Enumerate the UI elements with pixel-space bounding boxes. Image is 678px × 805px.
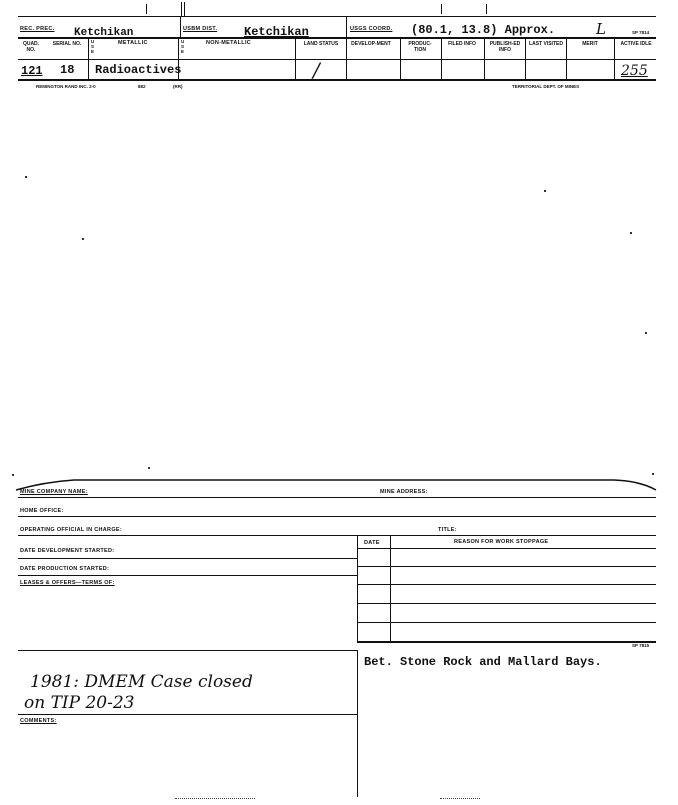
date-production-started-label: DATE PRODUCTION STARTED: [20,566,110,572]
rule [390,535,391,642]
metallic-heading: METALLIC [118,40,148,46]
card-top-border [14,474,658,494]
rule [18,516,656,517]
mine-address-label: MINE ADDRESS: [380,489,428,495]
active-idle-heading: ACTIVE IDLE [620,41,652,47]
production-heading: PRODUC-TION [408,41,432,53]
speck [25,176,27,178]
speck [82,238,84,240]
printer-code-2: (RR) [173,84,183,89]
rule [357,566,656,567]
rule [357,535,358,642]
handwritten-note-line1: 1981: DMEM Case closed [30,672,253,692]
speck [630,232,632,234]
rule [18,650,357,651]
land-status-value: / [313,58,320,82]
scan-mark [486,4,487,14]
scan-mark [181,2,182,16]
rule [18,714,357,715]
coord-check-mark: L [596,20,606,38]
rec-prec-label: REC. PREC. [20,26,55,32]
reason-column-heading: REASON FOR WORK STOPPAGE [454,539,549,545]
use-letters: U S E [91,39,95,54]
usbm-dist-value: Ketchikan [244,25,309,39]
scan-mark [441,4,442,14]
printer-code: 882 [138,84,146,89]
handwritten-note-line2: on TIP 20-23 [24,693,135,713]
speck [645,332,647,334]
usgs-coord-value: (80.1, 13.8) Approx. [411,23,556,37]
merit-heading: MERIT [582,41,598,47]
filed-info-heading: FILED INFO [448,41,476,47]
rule [346,17,347,37]
rule [357,603,656,604]
typed-location-note: Bet. Stone Rock and Mallard Bays. [364,655,602,669]
non-metallic-heading: NON-METALLIC [206,40,252,46]
rec-prec-value: Ketchikan [74,27,134,39]
date-column-heading: DATE [364,540,380,546]
rule [180,17,181,37]
form-number: SP 7814 [632,30,650,35]
comments-label: COMMENTS: [20,718,57,724]
serial-no-value: 18 [60,63,75,77]
usbm-dist-label: USBM DIST. [183,26,218,32]
quad-no-value: 121 [21,64,43,78]
home-office-label: HOME OFFICE: [20,508,64,514]
development-heading: DEVELOP-MENT [351,41,391,47]
form-number-2: SP 7815 [632,643,650,648]
rule [18,59,656,60]
title-label: TITLE: [438,527,457,533]
rule [18,558,357,559]
published-info-heading: PUBLISH-ED INFO [489,41,521,53]
rule [18,535,656,536]
scan-mark [440,798,480,801]
last-visited-heading: LAST VISITED [529,41,563,47]
rule [18,79,656,81]
rule [357,641,656,643]
mine-company-name-label: MINE COMPANY NAME: [20,489,88,495]
scan-mark [184,2,185,16]
rule [357,548,656,549]
date-development-started-label: DATE DEVELOPMENT STARTED: [20,548,115,554]
printer-imprint: REMINGTON RAND INC. 2-0 [36,84,96,89]
rule [18,497,656,498]
metallic-value: Radioactives [95,63,182,77]
usgs-coord-label: USGS COORD. [350,26,393,32]
leases-offers-label: LEASES & OFFERS—TERMS OF: [20,580,115,586]
rule [18,575,357,576]
rule [357,584,656,585]
speck [544,190,546,192]
land-status-heading: LAND STATUS [303,41,339,47]
active-idle-value: 255 [621,63,648,79]
speck [148,467,150,469]
scan-mark [175,798,255,801]
quad-no-heading: QUAD. NO. [22,41,40,53]
scan-mark [146,4,147,14]
rule [18,16,656,17]
rule [357,622,656,623]
rule [18,37,656,39]
rule [357,650,358,797]
serial-no-heading: SERIAL NO. [52,41,82,47]
use-letters-2: U S E [181,39,185,54]
department-imprint: TERRITORIAL DEPT. OF MINES [512,84,580,89]
operating-official-label: OPERATING OFFICIAL IN CHARGE: [20,527,122,533]
